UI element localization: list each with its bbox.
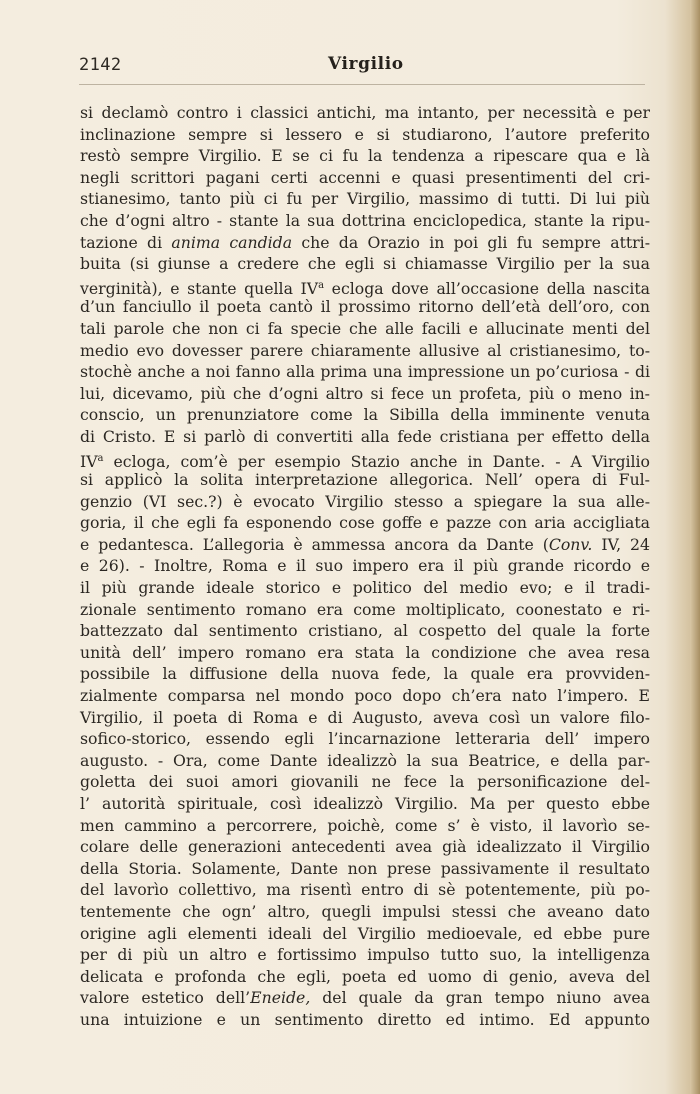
text-line: restò sempre Virgilio. E se ci fu la tendenza a ripescare qua e là (80, 146, 650, 166)
text-line: zionale sentimento romano era come moltiplicato, coonestato e ri- (80, 599, 650, 619)
italic-phrase: Conv. (548, 534, 593, 554)
text-line: stochè anche a noi fanno alla prima una impressione un po’curiosa - di (80, 362, 650, 382)
page-number: 2142 (79, 55, 122, 75)
text-line: che d’ogni altro - stante la sua dottrina enciclopedica, stante la ripu- (80, 210, 650, 230)
header-rule (79, 84, 645, 85)
page-edge (690, 0, 700, 1094)
text-line: origine agli elementi ideali del Virgilio medioevale, ed ebbe pure (80, 923, 650, 943)
text-line: medio evo dovesser parere chiaramente allusive al cristianesimo, to- (80, 340, 650, 360)
italic-phrase: Eneide, (250, 988, 311, 1008)
text-line: della Storia. Solamente, Dante non prese passivamente il resultato (80, 858, 650, 878)
text-line: del lavorìo collettivo, ma risentì entro di sè potentemente, più po- (80, 880, 650, 900)
text-line: unità dell’ impero romano era stata la condizione che avea resa (80, 642, 650, 662)
italic-phrase: anima candida (171, 232, 293, 252)
body-text (80, 102, 650, 1031)
text-line: d’un fanciullo il poeta cantò il prossimo ritorno dell’età dell’oro, con (80, 297, 650, 317)
text-line: Virgilio, il poeta di Roma e di Augusto, aveva così un valore filo- (80, 707, 650, 727)
text-line: sofico-storico, essendo egli l’incarnazione letteraria dell’ impero (80, 729, 650, 749)
text-line: il più grande ideale storico e politico del medio evo; e il tradi- (80, 578, 650, 598)
text-line: tali parole che non ci fa specie che alle facili e allucinate menti del (80, 318, 650, 338)
text-line: battezzato dal sentimento cristiano, al cospetto del quale la forte (80, 621, 650, 641)
text-line: goria, il che egli fa esponendo cose goffe e pazze con aria accigliata (80, 513, 650, 533)
text-line: verginità), e stante quella $IV^a$ ecloga dove all’occasione della nascita (80, 278, 650, 298)
text-line: $IV^a$ ecloga, com’è per esempio Stazio anche in Dante. - A Virgilio (80, 451, 650, 471)
text-line: men cammino a percorrere, poichè, come s’ è visto, il lavorìo se- (80, 815, 650, 835)
text-line: di Cristo. E si parlò di convertiti alla fede cristiana per effetto della (80, 426, 650, 446)
text-line: tentemente che ogn’ altro, quegli impulsi stessi che aveano dato (80, 901, 650, 921)
text-line: inclinazione sempre si lessero e si studiarono, l’autore preferito (80, 124, 650, 144)
text-line: colare delle generazioni antecedenti avea già idealizzato il Virgilio (80, 837, 650, 857)
text-line: e pedantesca. L’allegoria è ammessa ancora da Dante (Conv. IV, 24 (80, 534, 651, 554)
text-line: si declamò contro i classici antichi, ma intanto, per necessità e per (80, 103, 650, 122)
text-line: e 26). - Inoltre, Roma e il suo impero era il più grande ricordo e (80, 556, 650, 576)
text-line: buita (si giunse a credere che egli si chiamasse Virgilio per la sua (80, 254, 650, 274)
text-line: possibile la diffusione della nuova fede, la quale era provviden- (80, 664, 650, 684)
text-line: augusto. - Ora, come Dante idealizzò la sua Beatrice, e della par- (80, 750, 650, 770)
text-line: negli scrittori pagani certi accenni e quasi presentimenti del cri- (80, 167, 650, 187)
text-line: genzio (VI sec.?) è evocato Virgilio stesso a spiegare la sua alle- (80, 491, 650, 511)
superscript: a (97, 452, 104, 464)
text-line: l’ autorità spirituale, così idealizzò Virgilio. Ma per questo ebbe (80, 794, 650, 813)
page-header (79, 55, 647, 85)
text-line: si applicò la solita interpretazione allegorica. Nell’ opera di Ful- (80, 470, 650, 490)
text-line: tazione di anima candida che da Orazio in poi gli fu sempre attri- (80, 232, 651, 252)
text-line: valore estetico dell’Eneide, del quale da gran tempo niuno avea (80, 988, 650, 1008)
text-line: goletta dei suoi amori giovanili ne fece la personificazione del- (80, 772, 650, 792)
text-line: una intuizione e un sentimento diretto ed intimo. Ed appunto (80, 1009, 650, 1029)
running-title: Virgilio (328, 54, 404, 74)
text-line: stianesimo, tanto più ci fu per Virgilio, massimo di tutti. Di lui più (80, 189, 650, 209)
text-line: per di più un altro e fortissimo impulso tutto suo, la intelligenza (80, 945, 650, 965)
superscript: a (318, 279, 325, 291)
text-line: zialmente comparsa nel mondo poco dopo ch’era nato l’impero. E (80, 686, 650, 706)
text-line: lui, dicevamo, più che d’ogni altro si fece un profeta, più o meno in- (80, 383, 650, 403)
text-line: delicata e profonda che egli, poeta ed uomo di genio, aveva del (80, 966, 650, 986)
text-line: conscio, un prenunziatore come la Sibilla della imminente venuta (80, 405, 650, 425)
